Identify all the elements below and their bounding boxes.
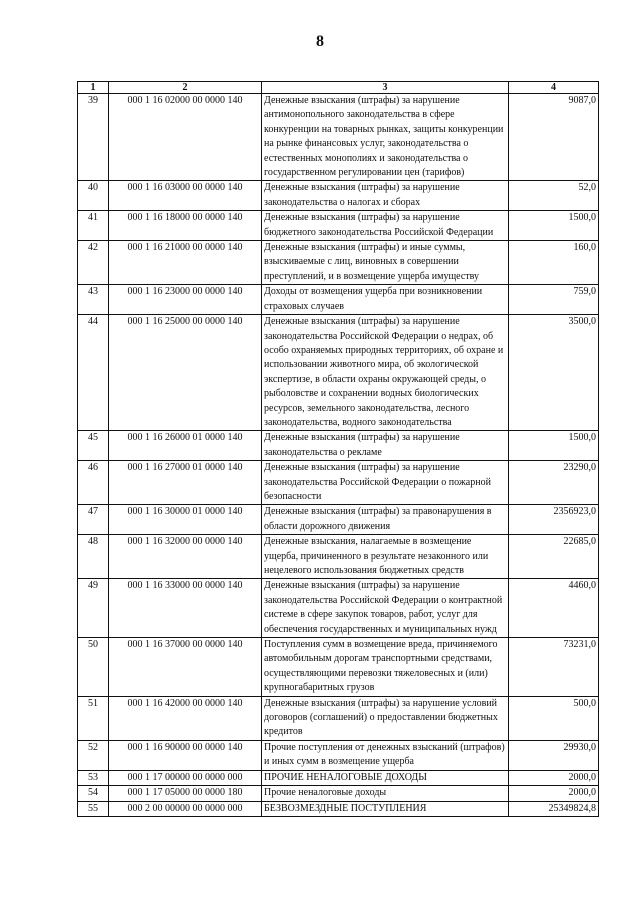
budget-code: 000 1 17 05000 00 0000 180 [109, 786, 262, 801]
row-number: 53 [78, 770, 109, 785]
revenue-name: Денежные взыскания (штрафы) за нарушение бюджетного законодательства Российской Федерации [262, 211, 509, 241]
budget-code: 000 1 16 90000 00 0000 140 [109, 740, 262, 770]
amount: 23290,0 [509, 461, 599, 505]
amount: 2000,0 [509, 770, 599, 785]
revenue-name: Прочие поступления от денежных взысканий (штрафов) и иных сумм в возмещение ущерба [262, 740, 509, 770]
row-number: 46 [78, 461, 109, 505]
revenue-name: Поступления сумм в возмещение вреда, причиняемого автомобильным дорогам транспортными средствами, осуществляющими перевозки тяжеловесных и (или) крупногабаритных грузов [262, 638, 509, 697]
amount: 4460,0 [509, 579, 599, 638]
amount: 500,0 [509, 696, 599, 740]
revenue-name: Денежные взыскания (штрафы) за нарушение законодательства о налогах и сборах [262, 181, 509, 211]
amount: 73231,0 [509, 638, 599, 697]
revenue-name: Доходы от возмещения ущерба при возникновении страховых случаев [262, 285, 509, 315]
header-col-2: 2 [109, 82, 262, 94]
revenue-name: Денежные взыскания (штрафы) за нарушение законодательства Российской Федерации о пожарной безопасности [262, 461, 509, 505]
row-number: 45 [78, 431, 109, 461]
amount: 25349824,8 [509, 801, 599, 816]
revenue-name: Денежные взыскания (штрафы) за нарушение законодательства Российской Федерации о контрактной системе в сфере закупок товаров, работ, услуг для обеспечения государственных и муниципальных нужд [262, 579, 509, 638]
amount: 2000,0 [509, 786, 599, 801]
budget-code: 000 1 16 03000 00 0000 140 [109, 181, 262, 211]
revenue-name: Денежные взыскания (штрафы) за правонарушения в области дорожного движения [262, 505, 509, 535]
table-row [78, 431, 599, 461]
table-row [78, 94, 599, 181]
amount: 1500,0 [509, 211, 599, 241]
revenue-name: Денежные взыскания (штрафы) за нарушение законодательства Российской Федерации о недрах, об особо охраняемых природных территориях, об охране и использовании животного мира, об экологической экспертизе, в области охраны окружающей среды, о рыболовстве и сохранении водных биологических ресурсов, земельного законодательства, лесного законодательства, водного законодательства [262, 315, 509, 431]
revenue-name: Денежные взыскания (штрафы) и иные суммы, взыскиваемые с лиц, виновных в совершении преступлений, и в возмещение ущерба имуществу [262, 241, 509, 285]
budget-code: 000 1 16 37000 00 0000 140 [109, 638, 262, 697]
header-col-1: 1 [78, 82, 109, 94]
row-number: 54 [78, 786, 109, 801]
row-number: 44 [78, 315, 109, 431]
table-row [78, 770, 599, 785]
row-number: 41 [78, 211, 109, 241]
table-row [78, 241, 599, 285]
revenue-name: Денежные взыскания (штрафы) за нарушение законодательства о рекламе [262, 431, 509, 461]
row-number: 49 [78, 579, 109, 638]
table-row [78, 786, 599, 801]
table-row [78, 285, 599, 315]
row-number: 51 [78, 696, 109, 740]
budget-code: 000 2 00 00000 00 0000 000 [109, 801, 262, 816]
table-row [78, 696, 599, 740]
amount: 160,0 [509, 241, 599, 285]
row-number: 47 [78, 505, 109, 535]
row-number: 52 [78, 740, 109, 770]
row-number: 40 [78, 181, 109, 211]
table-row [78, 505, 599, 535]
row-number: 55 [78, 801, 109, 816]
amount: 22685,0 [509, 535, 599, 579]
amount: 759,0 [509, 285, 599, 315]
budget-code: 000 1 17 00000 00 0000 000 [109, 770, 262, 785]
table-row [78, 181, 599, 211]
budget-code: 000 1 16 33000 00 0000 140 [109, 579, 262, 638]
table-row [78, 801, 599, 816]
amount: 9087,0 [509, 94, 599, 181]
row-number: 50 [78, 638, 109, 697]
budget-code: 000 1 16 42000 00 0000 140 [109, 696, 262, 740]
budget-code: 000 1 16 32000 00 0000 140 [109, 535, 262, 579]
budget-code: 000 1 16 21000 00 0000 140 [109, 241, 262, 285]
amount: 1500,0 [509, 431, 599, 461]
table-row [78, 461, 599, 505]
header-col-3: 3 [262, 82, 509, 94]
revenue-name: Денежные взыскания (штрафы) за нарушение антимонопольного законодательства в сфере конкуренции на товарных рынках, защиты конкуренции на рынке финансовых услуг, законодательства о естественных монополиях и законодательства о государственном регулировании цен (тарифов) [262, 94, 509, 181]
table-row [78, 579, 599, 638]
budget-code: 000 1 16 26000 01 0000 140 [109, 431, 262, 461]
table-row [78, 535, 599, 579]
budget-code: 000 1 16 02000 00 0000 140 [109, 94, 262, 181]
budget-code: 000 1 16 30000 01 0000 140 [109, 505, 262, 535]
budget-code: 000 1 16 23000 00 0000 140 [109, 285, 262, 315]
row-number: 42 [78, 241, 109, 285]
budget-code: 000 1 16 25000 00 0000 140 [109, 315, 262, 431]
budget-code: 000 1 16 27000 01 0000 140 [109, 461, 262, 505]
table-body [78, 94, 599, 817]
revenue-name: Денежные взыскания (штрафы) за нарушение условий договоров (соглашений) о предоставлении бюджетных кредитов [262, 696, 509, 740]
revenue-name: ПРОЧИЕ НЕНАЛОГОВЫЕ ДОХОДЫ [262, 770, 509, 785]
amount: 3500,0 [509, 315, 599, 431]
revenue-name: Денежные взыскания, налагаемые в возмещение ущерба, причиненного в результате незаконного или нецелевого использования бюджетных средств [262, 535, 509, 579]
amount: 2356923,0 [509, 505, 599, 535]
amount: 52,0 [509, 181, 599, 211]
page-number: 8 [316, 33, 324, 50]
row-number: 48 [78, 535, 109, 579]
row-number: 39 [78, 94, 109, 181]
revenue-table [77, 81, 599, 817]
revenue-name: Прочие неналоговые доходы [262, 786, 509, 801]
budget-code: 000 1 16 18000 00 0000 140 [109, 211, 262, 241]
row-number: 43 [78, 285, 109, 315]
table-row [78, 638, 599, 697]
amount: 29930,0 [509, 740, 599, 770]
table-row [78, 211, 599, 241]
table-row [78, 315, 599, 431]
revenue-name: БЕЗВОЗМЕЗДНЫЕ ПОСТУПЛЕНИЯ [262, 801, 509, 816]
table-header [78, 82, 599, 94]
table-row [78, 740, 599, 770]
header-col-4: 4 [509, 82, 599, 94]
